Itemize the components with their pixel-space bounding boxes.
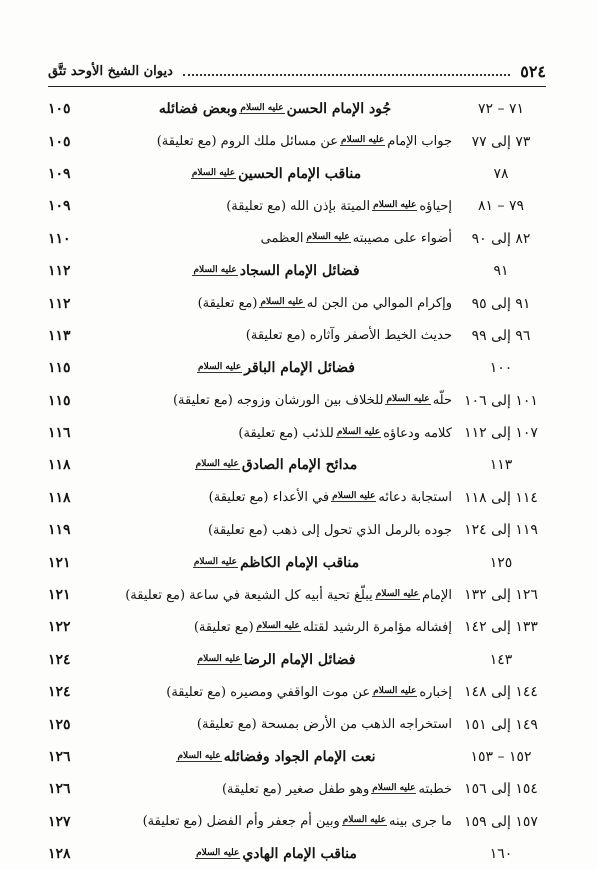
honorific-glyph-icon: عليه السلام <box>198 362 242 373</box>
entry-title-text: خطبته <box>418 781 452 797</box>
entry-title-text: فضائل الإمام السجاد <box>239 263 360 280</box>
honorific-glyph-icon: عليه السلام <box>197 653 241 664</box>
entry-title-text: كلامه ودعاؤه <box>383 425 452 441</box>
entry-title <box>98 685 456 700</box>
entry-title <box>98 620 456 635</box>
verse-range: ١٢٥ <box>489 554 513 571</box>
page-ref: ١٢٦ <box>48 749 71 765</box>
entry-title-text: فضائل الإمام الرضا <box>243 651 356 668</box>
honorific-glyph-icon: عليه السلام <box>306 232 350 243</box>
toc-entry-row <box>48 514 546 546</box>
entry-title <box>98 717 456 732</box>
verse-range: ١٤٩ إلى ١٥١ <box>464 716 538 733</box>
toc-heading-row <box>48 838 546 870</box>
page-ref: ١١٠ <box>48 230 71 247</box>
verse-range: ٧١ – ٧٢ <box>478 101 524 118</box>
entry-title <box>98 490 456 505</box>
dotted-leader <box>183 74 510 76</box>
entry-title <box>98 360 456 376</box>
entry-title <box>98 134 456 149</box>
entry-title-text: إخباره <box>419 684 452 700</box>
entry-title-text: نعت الإمام الجواد وفضائله <box>223 749 376 765</box>
entry-title <box>98 457 456 473</box>
entry-title-text: استخراجه الذهب من الأرض بمسحة (مع تعليقة) <box>196 717 452 733</box>
page-ref: ١٢١ <box>48 587 71 604</box>
page-ref: ١١٢ <box>48 295 71 312</box>
entry-title-text: جوده بالرمل الذي تحول إلى ذهب (مع تعليقة) <box>207 522 452 538</box>
toc-heading-row <box>48 449 546 481</box>
honorific-glyph-icon: عليه السلام <box>260 297 304 308</box>
toc-entry-row <box>48 287 546 319</box>
verse-range: ١٠٠ <box>489 360 513 377</box>
page-ref: ١٢٦ <box>48 781 71 798</box>
entry-title <box>98 846 456 862</box>
toc-entry-row <box>48 676 546 708</box>
toc-heading-row <box>48 644 546 676</box>
verse-range: ١٠١ إلى ١٠٦ <box>464 392 538 409</box>
honorific-glyph-icon: عليه السلام <box>332 491 376 502</box>
honorific-glyph-icon: عليه السلام <box>342 815 386 826</box>
toc-entry-row <box>48 320 546 352</box>
entry-title-text: عن موت الواقفي ومصيره (مع تعليقة) <box>166 684 371 700</box>
entry-title-text: استجابة دعائه <box>378 490 452 506</box>
verse-range: ١٦٠ <box>489 846 513 863</box>
entry-title-text: أضواء على مصيبته <box>352 231 452 247</box>
entry-title-text: وبعض فضائله <box>158 101 238 118</box>
page-ref: ١٠٩ <box>48 198 71 215</box>
entry-title-text: وبين أم جعفر وأم الفضل (مع تعليقة) <box>142 814 340 830</box>
verse-range: ١١٣ <box>489 457 513 474</box>
verse-range: ١٢٦ إلى ١٣٢ <box>464 587 538 604</box>
entry-title-text: وهو طفل صغير (مع تعليقة) <box>221 781 370 797</box>
page-number: ٥٢٤ <box>520 61 546 81</box>
honorific-glyph-icon: عليه السلام <box>195 459 239 470</box>
entry-title-text: حلّه <box>432 393 452 409</box>
toc-heading-row <box>48 93 546 125</box>
entry-title-text: (مع تعليقة) <box>197 296 258 312</box>
page-ref: ١١٩ <box>48 522 71 539</box>
running-header <box>48 60 546 87</box>
toc-heading-row <box>48 158 546 190</box>
entry-title-text: حديث الخيط الأصفر وآثاره (مع تعليقة) <box>245 328 452 344</box>
verse-range: ١١٤ إلى ١١٨ <box>464 489 538 506</box>
entry-title-text: وإكرام الموالي من الجن له <box>306 296 452 312</box>
entry-title-text: يبلّغ تحية أبيه كل الشيعة في ساعة (مع تعليقة) <box>125 587 373 603</box>
entry-title-text: ما جرى بينه <box>388 814 452 830</box>
page-ref: ١١٥ <box>48 392 71 409</box>
entry-title-text: للذئب (مع تعليقة) <box>238 425 334 441</box>
verse-range: ١٣٣ إلى ١٤٢ <box>464 619 538 636</box>
honorific-glyph-icon: عليه السلام <box>177 751 221 761</box>
toc-entry-row <box>48 611 546 643</box>
verse-range: ٧٨ <box>493 165 509 182</box>
page-ref: ١٠٥ <box>48 101 71 118</box>
toc-list <box>48 93 546 870</box>
verse-range: ١٤٣ <box>489 651 513 668</box>
honorific-glyph-icon: عليه السلام <box>256 620 300 631</box>
honorific-glyph-icon: عليه السلام <box>240 103 284 114</box>
verse-range: ١٥٢ – ١٥٣ <box>470 749 532 765</box>
entry-title-text: فضائل الإمام الباقر <box>244 360 355 377</box>
entry-title <box>98 426 456 441</box>
entry-title <box>98 393 456 408</box>
page-ref: ١١٨ <box>48 489 71 506</box>
verse-range: ١١٩ إلى ١٢٤ <box>464 522 538 539</box>
entry-title <box>98 523 456 538</box>
entry-title-text: عن مسائل ملك الروم (مع تعليقة) <box>156 134 339 150</box>
verse-range: ٧٣ إلى ٧٧ <box>471 133 531 150</box>
entry-title-text: للخلاف بين الورشان وزوجه (مع تعليقة) <box>172 393 384 409</box>
toc-entry-row <box>48 708 546 740</box>
toc-heading-row <box>48 741 546 773</box>
honorific-glyph-icon: عليه السلام <box>341 135 385 146</box>
entry-title-text: مناقب الإمام الهادي <box>242 846 357 863</box>
entry-title <box>98 782 456 797</box>
entry-title-text: جواب الإمام <box>387 134 452 150</box>
toc-entry-row <box>48 223 546 255</box>
entry-title-text: إحياؤه <box>419 198 452 214</box>
verse-range: ٧٩ – ٨١ <box>478 198 524 215</box>
toc-page <box>48 60 546 863</box>
page-ref: ١١٣ <box>48 327 71 344</box>
verse-range: ٩٦ إلى ٩٩ <box>471 327 531 344</box>
toc-entry-row <box>48 385 546 417</box>
verse-range: ١٤٤ إلى ١٤٨ <box>464 684 538 701</box>
page-ref: ١٠٩ <box>48 165 71 182</box>
entry-title <box>98 101 456 117</box>
entry-title <box>98 199 456 214</box>
verse-range: ٩١ <box>493 263 509 280</box>
honorific-glyph-icon: عليه السلام <box>375 588 419 599</box>
entry-title-text: جُود الإمام الحسن <box>286 101 392 118</box>
entry-title-text: (مع تعليقة) <box>193 619 254 635</box>
entry-title-text: الإمام <box>422 587 452 603</box>
entry-title <box>98 166 456 182</box>
page-ref: ١٢٥ <box>48 716 71 733</box>
honorific-glyph-icon: عليه السلام <box>336 426 381 437</box>
entry-title <box>98 231 456 246</box>
honorific-glyph-icon: عليه السلام <box>372 782 416 793</box>
honorific-glyph-icon: عليه السلام <box>193 556 238 567</box>
page-ref: ١١٨ <box>48 457 71 474</box>
entry-title <box>98 555 456 571</box>
entry-title-text: مدائح الإمام الصادق <box>241 457 358 474</box>
page-ref: ١٢٤ <box>48 651 71 668</box>
toc-entry-row <box>48 417 546 449</box>
toc-entry-row <box>48 125 546 157</box>
toc-entry-row <box>48 579 546 611</box>
entry-title <box>98 588 456 603</box>
entry-title <box>98 749 456 765</box>
toc-heading-row <box>48 255 546 287</box>
page-ref: ١٠٥ <box>48 133 71 150</box>
book-title: ديوان الشيخ الأوحد تتَّق <box>48 63 173 79</box>
entry-title <box>98 814 456 829</box>
entry-title-text: في الأعداء (مع تعليقة) <box>208 490 330 506</box>
verse-range: ٩١ إلى ٩٥ <box>471 295 531 312</box>
verse-range: ١٥٤ إلى ١٥٦ <box>464 781 538 798</box>
verse-range: ١٥٧ إلى ١٥٩ <box>464 813 538 830</box>
honorific-glyph-icon: عليه السلام <box>196 848 240 859</box>
page-ref: ١٢١ <box>48 554 71 571</box>
entry-title-text: مناقب الإمام الكاظم <box>240 554 360 571</box>
page-ref: ١٢٧ <box>48 813 71 830</box>
honorific-glyph-icon: عليه السلام <box>373 199 417 210</box>
page-ref: ١١٦ <box>48 425 71 442</box>
page-ref: ١١٥ <box>48 360 71 377</box>
entry-title <box>98 296 456 311</box>
entry-title-text: مناقب الإمام الحسين <box>238 165 362 182</box>
page-ref: ١١٢ <box>48 263 71 280</box>
honorific-glyph-icon: عليه السلام <box>386 394 430 405</box>
page-ref: ١٢٨ <box>48 846 71 863</box>
entry-title-text: العظمى <box>260 231 304 247</box>
toc-entry-row <box>48 806 546 838</box>
toc-entry-row <box>48 773 546 805</box>
honorific-glyph-icon: عليه السلام <box>373 685 417 696</box>
honorific-glyph-icon: عليه السلام <box>193 265 237 276</box>
entry-title <box>98 652 456 668</box>
entry-title-text: إفشاله مؤامرة الرشيد لقتله <box>302 619 452 635</box>
page-ref: ١٢٤ <box>48 684 71 701</box>
entry-title-text: الميتة بإذن الله (مع تعليقة) <box>226 198 371 214</box>
verse-range: ١٠٧ إلى ١١٢ <box>464 425 538 442</box>
toc-entry-row <box>48 190 546 222</box>
page-ref: ١٢٢ <box>48 619 71 636</box>
toc-heading-row <box>48 546 546 578</box>
verse-range: ٨٢ إلى ٩٠ <box>471 230 531 247</box>
entry-title <box>98 328 456 343</box>
entry-title <box>98 263 456 279</box>
toc-entry-row <box>48 482 546 514</box>
toc-heading-row <box>48 352 546 384</box>
honorific-glyph-icon: عليه السلام <box>191 167 236 178</box>
